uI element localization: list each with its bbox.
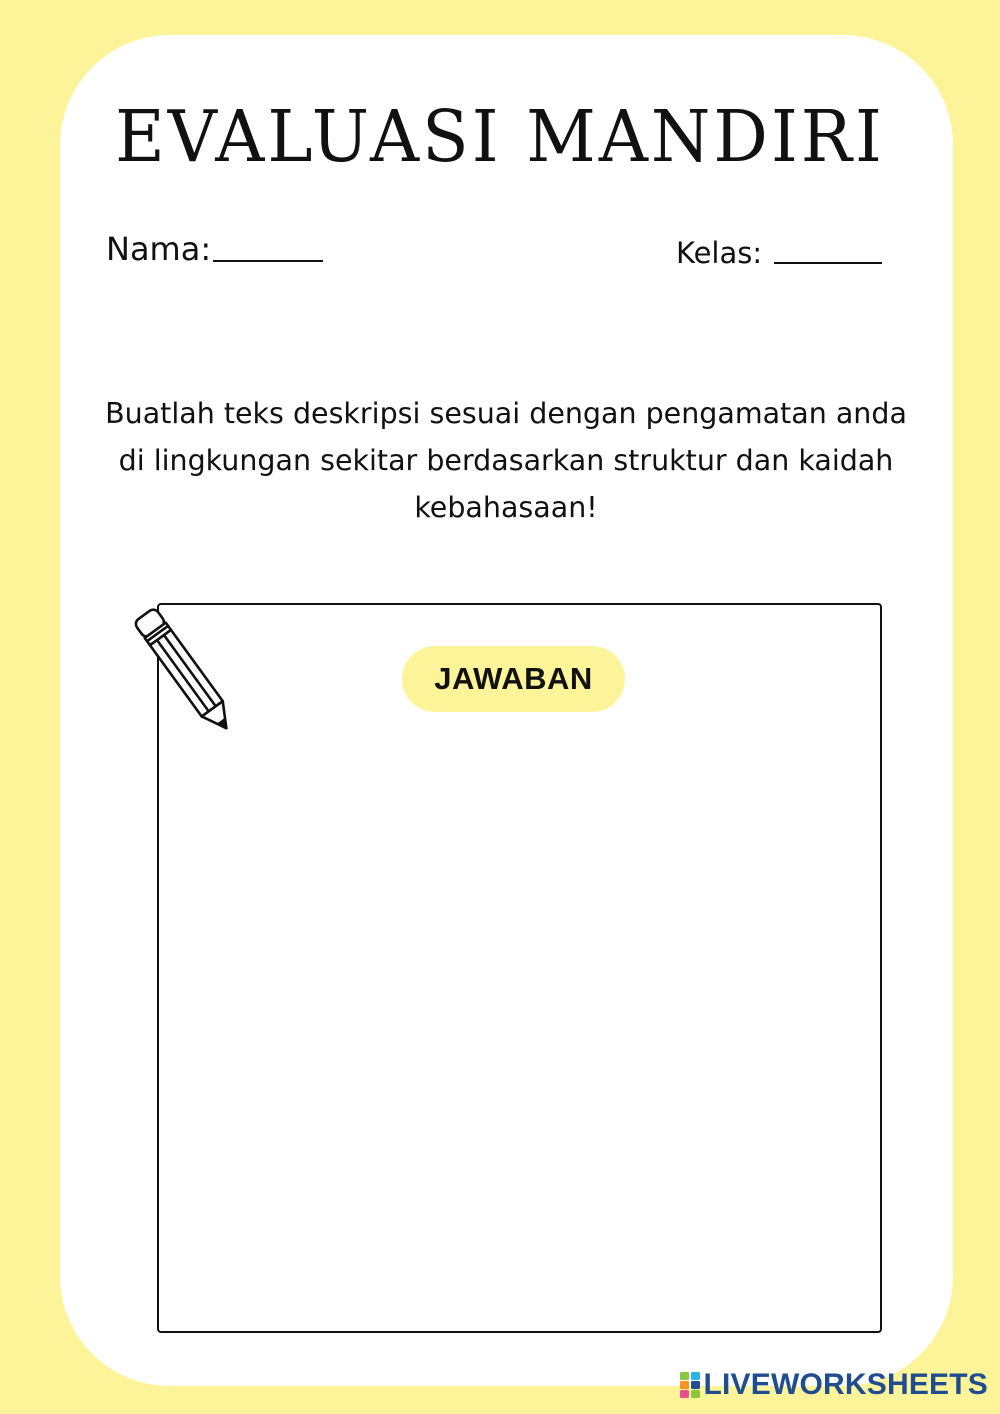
instruction-text: Buatlah teks deskripsi sesuai dengan pengamatan anda di lingkungan sekitar berdasarkan struktur dan kaidah kebahasaan! [105,397,907,524]
name-field [106,230,323,268]
class-field [676,236,882,270]
name-label: Nama: [106,230,212,268]
brand-text: LIVEWORKSHEETS [703,1368,988,1401]
liveworksheets-logo-icon [680,1372,700,1398]
pencil-icon [128,598,244,744]
name-blank-line[interactable] [213,260,323,262]
page-title: EVALUASI MANDIRI [115,96,885,179]
class-blank-line[interactable] [774,262,882,264]
answer-badge: JAWABAN [402,646,625,712]
answer-box[interactable] [157,603,882,1333]
class-label: Kelas: [676,236,763,270]
liveworksheets-brand[interactable] [680,1368,989,1402]
